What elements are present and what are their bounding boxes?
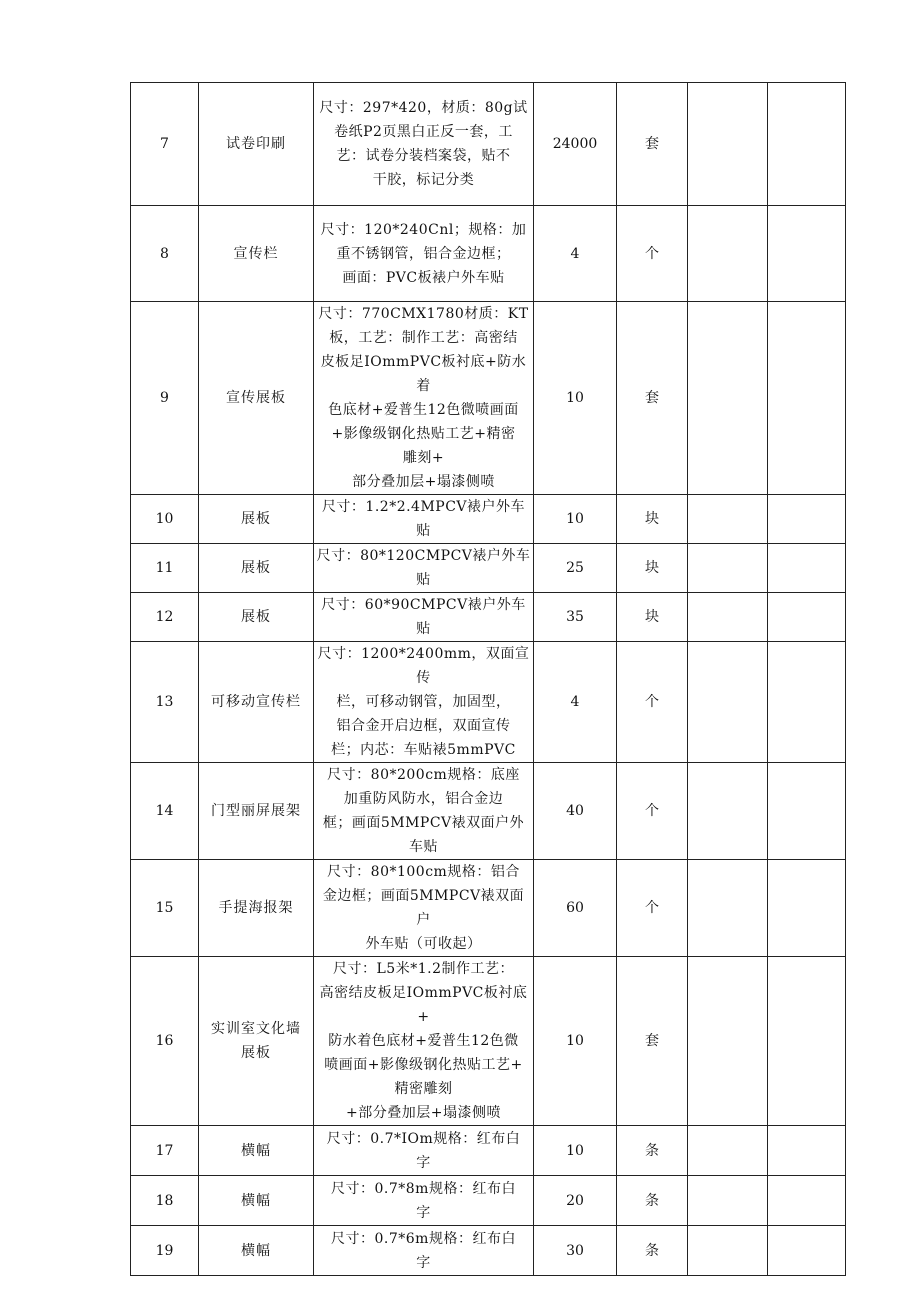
table-row bbox=[131, 957, 846, 1126]
item-number-cell: 9 bbox=[131, 302, 199, 495]
spec-line: 尺寸：297*420，材质：80g试 bbox=[319, 100, 528, 116]
item-name-cell: 展板 bbox=[199, 544, 314, 593]
quantity-cell: 10 bbox=[534, 495, 617, 544]
spec-line: 皮板足IOmmPVC板衬底+防水着 bbox=[320, 354, 527, 394]
item-spec-cell bbox=[314, 1226, 534, 1276]
table-row bbox=[131, 642, 846, 763]
item-name-cell: 宣传栏 bbox=[199, 206, 314, 302]
table-row bbox=[131, 206, 846, 302]
spec-line: 字 bbox=[416, 1154, 431, 1171]
empty-cell bbox=[768, 860, 846, 957]
item-number-cell: 14 bbox=[131, 763, 199, 860]
quantity-cell: 24000 bbox=[534, 83, 617, 206]
spec-line: 尺寸：60*90CMPCV裱户外车贴 bbox=[321, 597, 526, 637]
item-number-cell: 11 bbox=[131, 544, 199, 593]
item-spec-cell bbox=[314, 593, 534, 642]
spec-line: 板，工艺：制作工艺：高密结 bbox=[329, 330, 518, 346]
item-name-cell: 横幅 bbox=[199, 1126, 314, 1176]
empty-cell bbox=[688, 1176, 768, 1226]
quantity-cell: 40 bbox=[534, 763, 617, 860]
quantity-cell: 4 bbox=[534, 642, 617, 763]
empty-cell bbox=[768, 1126, 846, 1176]
spec-line: 艺：试卷分装档案袋，贴不 bbox=[336, 148, 511, 164]
unit-cell: 块 bbox=[617, 544, 688, 593]
unit-cell: 个 bbox=[617, 763, 688, 860]
spec-line: 重不锈钢管，铝合金边框； bbox=[336, 245, 511, 262]
item-spec-cell bbox=[314, 1126, 534, 1176]
spec-line: 框；画面5MMPCV裱双面户外 bbox=[322, 815, 525, 831]
item-number-cell: 18 bbox=[131, 1176, 199, 1226]
empty-cell bbox=[688, 83, 768, 206]
item-number-cell: 10 bbox=[131, 495, 199, 544]
spec-line: 金边框；画面5MMPCV裱双面户 bbox=[322, 888, 525, 928]
table-row bbox=[131, 593, 846, 642]
empty-cell bbox=[688, 593, 768, 642]
empty-cell bbox=[768, 642, 846, 763]
item-number-cell: 7 bbox=[131, 83, 199, 206]
empty-cell bbox=[768, 206, 846, 302]
quantity-cell: 25 bbox=[534, 544, 617, 593]
item-number-cell: 13 bbox=[131, 642, 199, 763]
table-row bbox=[131, 1126, 846, 1176]
spec-line: 尺寸：80*120CMPCV裱户外车 bbox=[316, 548, 531, 564]
item-number-cell: 16 bbox=[131, 957, 199, 1126]
empty-cell bbox=[768, 1226, 846, 1276]
item-number-cell: 8 bbox=[131, 206, 199, 302]
quantity-cell: 60 bbox=[534, 860, 617, 957]
item-spec-cell bbox=[314, 495, 534, 544]
empty-cell bbox=[768, 495, 846, 544]
spec-line: 喷画面+影像级钢化热贴工艺+ bbox=[324, 1057, 523, 1073]
empty-cell bbox=[768, 83, 846, 206]
table-row bbox=[131, 860, 846, 957]
spec-line: 精密雕刻 bbox=[394, 1081, 453, 1097]
spec-line: 防水着色底材+爱普生12色微 bbox=[328, 1033, 519, 1049]
spec-line: 字 bbox=[416, 1254, 431, 1271]
empty-cell bbox=[688, 206, 768, 302]
item-spec-cell bbox=[314, 642, 534, 763]
spec-line: 尺寸：0.7*8m规格：红布白 bbox=[331, 1180, 516, 1197]
item-spec-cell bbox=[314, 83, 534, 206]
item-name-cell: 横幅 bbox=[199, 1176, 314, 1226]
item-name-cell: 展板 bbox=[199, 593, 314, 642]
empty-cell bbox=[688, 957, 768, 1126]
item-spec-cell bbox=[314, 544, 534, 593]
unit-cell: 条 bbox=[617, 1176, 688, 1226]
empty-cell bbox=[768, 1176, 846, 1226]
spec-line: 画面：PVC板裱户外车贴 bbox=[342, 269, 505, 286]
empty-cell bbox=[688, 302, 768, 495]
quantity-cell: 30 bbox=[534, 1226, 617, 1276]
unit-cell: 块 bbox=[617, 495, 688, 544]
item-spec-cell bbox=[314, 860, 534, 957]
item-name-cell: 横幅 bbox=[199, 1226, 314, 1276]
spec-line: 贴 bbox=[416, 523, 431, 539]
item-name-cell: 门型丽屏展架 bbox=[199, 763, 314, 860]
table-row bbox=[131, 1176, 846, 1226]
item-name-cell: 试卷印刷 bbox=[199, 83, 314, 206]
spec-line: 尺寸：770CMX1780材质：KT bbox=[318, 306, 529, 322]
spec-line: 部分叠加层+塌漆侧喷 bbox=[352, 474, 495, 490]
item-number-cell: 19 bbox=[131, 1226, 199, 1276]
spec-line: 外车贴（可收起） bbox=[365, 936, 482, 952]
item-name-cell bbox=[199, 957, 314, 1126]
empty-cell bbox=[688, 642, 768, 763]
empty-cell bbox=[768, 544, 846, 593]
table-row bbox=[131, 763, 846, 860]
unit-cell: 套 bbox=[617, 957, 688, 1126]
spec-line: 尺寸：80*200cm规格：底座 bbox=[327, 767, 520, 783]
spec-line: 卷纸P2页黑白正反一套，工 bbox=[334, 124, 513, 140]
spec-line: 尺寸：120*240Cnl；规格：加 bbox=[320, 221, 527, 238]
item-number-cell: 12 bbox=[131, 593, 199, 642]
spec-line: 尺寸：0.7*6m规格：红布白 bbox=[331, 1230, 516, 1247]
spec-line: 车贴 bbox=[409, 839, 438, 855]
empty-cell bbox=[688, 544, 768, 593]
quantity-cell: 10 bbox=[534, 302, 617, 495]
table-row bbox=[131, 1226, 846, 1276]
empty-cell bbox=[688, 860, 768, 957]
empty-cell bbox=[688, 1226, 768, 1276]
unit-cell: 套 bbox=[617, 83, 688, 206]
table-row bbox=[131, 544, 846, 593]
empty-cell bbox=[688, 763, 768, 860]
item-number-cell: 15 bbox=[131, 860, 199, 957]
quantity-cell: 35 bbox=[534, 593, 617, 642]
unit-cell: 个 bbox=[617, 642, 688, 763]
spec-line: 字 bbox=[416, 1204, 431, 1221]
spec-line: 尺寸：1200*2400mm，双面宣传 bbox=[317, 646, 530, 686]
empty-cell bbox=[688, 1126, 768, 1176]
empty-cell bbox=[768, 302, 846, 495]
spec-line: 尺寸：1.2*2.4MPCV裱户外车 bbox=[321, 499, 526, 515]
table-row bbox=[131, 495, 846, 544]
unit-cell: 条 bbox=[617, 1226, 688, 1276]
spec-line: 尺寸：L5米*1.2制作工艺： bbox=[333, 961, 514, 977]
spec-line: +部分叠加层+塌漆侧喷 bbox=[346, 1105, 501, 1121]
item-number-cell: 17 bbox=[131, 1126, 199, 1176]
spec-line: 贴 bbox=[416, 572, 431, 588]
spec-line: 色底材+爱普生12色微喷画面 bbox=[328, 402, 519, 418]
item-spec-cell bbox=[314, 206, 534, 302]
spec-line: +影像级钢化热贴工艺+精密 bbox=[331, 426, 516, 442]
item-name-cell: 可移动宣传栏 bbox=[199, 642, 314, 763]
spec-line: 尺寸：0.7*IOm规格：红布白 bbox=[326, 1130, 521, 1147]
item-name-cell: 宣传展板 bbox=[199, 302, 314, 495]
item-name-line: 实训室文化墙 bbox=[211, 1021, 301, 1037]
empty-cell bbox=[768, 763, 846, 860]
quantity-cell: 4 bbox=[534, 206, 617, 302]
item-spec-cell bbox=[314, 1176, 534, 1226]
unit-cell: 条 bbox=[617, 1126, 688, 1176]
item-name-line: 展板 bbox=[241, 1045, 271, 1061]
spec-line: 栏，可移动钢管，加固型， bbox=[336, 694, 511, 710]
unit-cell: 个 bbox=[617, 860, 688, 957]
spec-line: 尺寸：80*100cm规格：铝合 bbox=[327, 864, 520, 880]
table-row bbox=[131, 302, 846, 495]
empty-cell bbox=[768, 957, 846, 1126]
unit-cell: 个 bbox=[617, 206, 688, 302]
spec-line: 栏；内芯：车贴裱5mmPVC bbox=[331, 742, 516, 758]
item-spec-cell bbox=[314, 957, 534, 1126]
quantity-cell: 10 bbox=[534, 1126, 617, 1176]
procurement-table bbox=[130, 82, 846, 1276]
table-row bbox=[131, 83, 846, 206]
empty-cell bbox=[768, 593, 846, 642]
spec-line: 高密结皮板足IOmmPVC板衬底+ bbox=[319, 985, 528, 1025]
quantity-cell: 10 bbox=[534, 957, 617, 1126]
item-spec-cell bbox=[314, 302, 534, 495]
spec-line: 雕刻+ bbox=[402, 450, 445, 466]
unit-cell: 套 bbox=[617, 302, 688, 495]
spec-line: 铝合金开启边框，双面宣传 bbox=[336, 718, 511, 734]
item-name-cell: 展板 bbox=[199, 495, 314, 544]
item-name-cell: 手提海报架 bbox=[199, 860, 314, 957]
spec-line: 加重防风防水，铝合金边 bbox=[343, 791, 504, 807]
quantity-cell: 20 bbox=[534, 1176, 617, 1226]
empty-cell bbox=[688, 495, 768, 544]
unit-cell: 块 bbox=[617, 593, 688, 642]
spec-line: 干胶，标记分类 bbox=[372, 172, 475, 188]
item-spec-cell bbox=[314, 763, 534, 860]
